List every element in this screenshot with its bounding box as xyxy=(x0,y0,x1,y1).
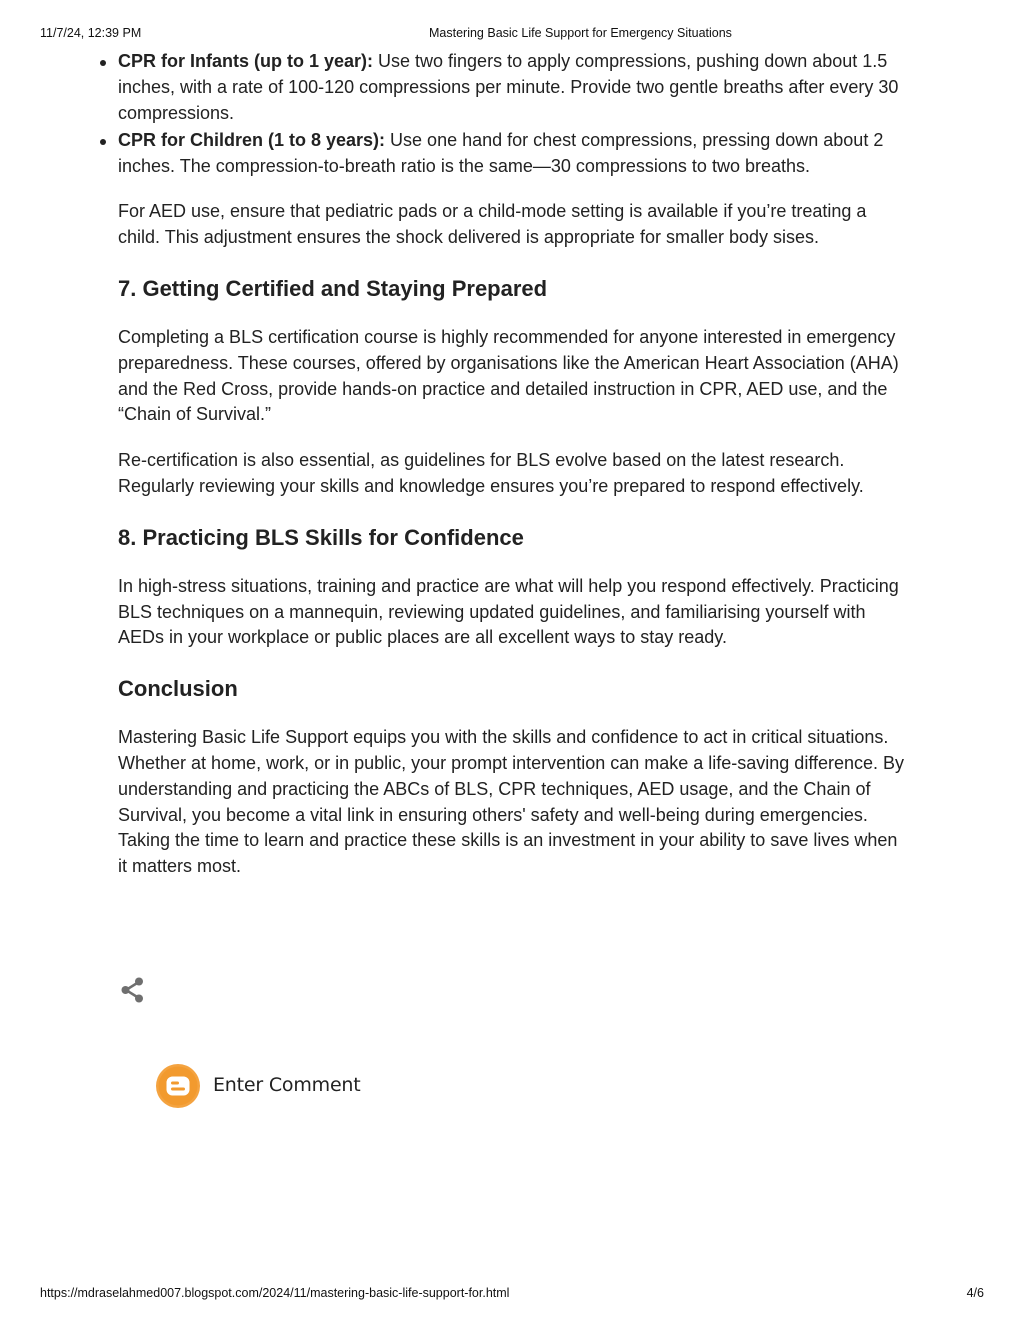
list-item xyxy=(118,49,910,126)
list-item-text: Use one hand for chest compressions, pressing down about 2 inches. The compression-to-breath ratio is the same—30 compressions to two breaths. xyxy=(118,129,884,176)
list-item-text: Use two fingers to apply compressions, pushing down about 1.5 inches, with a rate of 100-120 compressions per minute. Provide two gentle breaths after every 30 compressions. xyxy=(118,51,899,123)
enter-comment-label[interactable]: Enter Comment xyxy=(213,1074,361,1096)
print-url: https://mdraselahmed007.blogspot.com/2024/11/mastering-basic-life-support-for.html xyxy=(40,1286,510,1300)
section-heading-certification: 7. Getting Certified and Staying Prepared xyxy=(118,276,548,302)
certification-paragraph-1: Completing a BLS certification course is highly recommended for anyone interested in emergency preparedness. These courses, offered by organisations like the American Heart Association (AHA) and the Red Cross, provide hands-on practice and detailed instruction in CPR, AED use, and the “Chain of Survival.” xyxy=(118,327,899,425)
comment-entry[interactable] xyxy=(156,1064,416,1108)
list-item-label: CPR for Children (1 to 8 years): xyxy=(118,129,386,150)
certification-paragraph-2: Re-certification is also essential, as guidelines for BLS evolve based on the latest research. Regularly reviewing your skills and knowledge ensures you’re prepared to respond effectively. xyxy=(118,450,864,497)
bullet-dot xyxy=(100,60,106,66)
conclusion-paragraph: Mastering Basic Life Support equips you with the skills and confidence to act in critical situations. Whether at home, work, or in public, your prompt intervention can make a life-saving difference. By understanding and practicing the ABCs of BLS, CPR techniques, AED usage, and the Chain of Survival, you become a vital link in ensuring others' safety and well-being during emergencies. Taking the time to learn and practice these skills is an investment in your ability to save lives when it matters most. xyxy=(118,727,905,877)
print-page-number: 4/6 xyxy=(966,1286,984,1300)
list-item-label: CPR for Infants (up to 1 year): xyxy=(118,51,374,71)
blogger-logo-icon xyxy=(156,1064,200,1108)
print-footer xyxy=(40,1286,984,1302)
share-icon xyxy=(118,976,148,1006)
print-header xyxy=(40,26,984,42)
section-heading-practice: 8. Practicing BLS Skills for Confidence xyxy=(118,524,524,550)
cpr-age-list xyxy=(58,49,910,179)
bullet-dot xyxy=(100,139,106,145)
article-body xyxy=(118,49,910,880)
list-item xyxy=(118,128,910,180)
print-datetime: 11/7/24, 12:39 PM xyxy=(40,26,142,40)
section-heading-conclusion: Conclusion xyxy=(118,676,238,702)
share-button[interactable] xyxy=(118,976,148,1006)
print-page-title: Mastering Basic Life Support for Emergency Situations xyxy=(429,26,732,40)
aed-paragraph: For AED use, ensure that pediatric pads or a child-mode setting is available if you’re treating a child. This adjustment ensures the shock delivered is appropriate for smaller body sises. xyxy=(118,201,867,248)
practice-paragraph: In high-stress situations, training and practice are what will help you respond effectively. Practicing BLS techniques on a mannequin, reviewing updated guidelines, and familiarising yourself with AEDs in your workplace or public places are all excellent ways to stay ready. xyxy=(118,575,899,648)
